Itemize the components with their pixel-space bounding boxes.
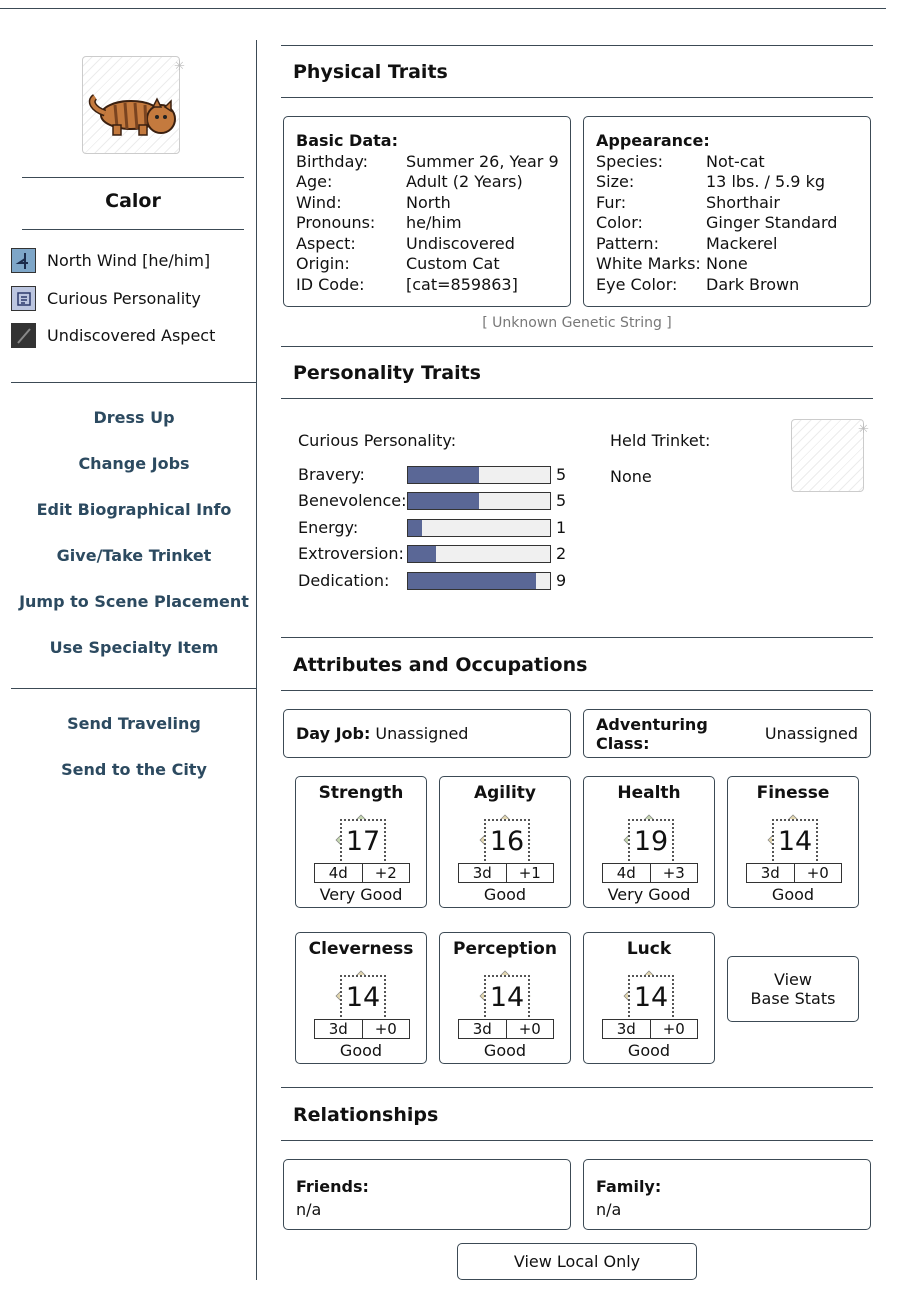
top-divider [0, 8, 886, 9]
appearance-row [596, 275, 870, 296]
trait-bar-fill [408, 573, 536, 589]
adventuring-class-value: Unassigned [764, 724, 858, 743]
appearance-heading: Appearance: [596, 131, 710, 150]
section-divider [281, 1087, 873, 1088]
stat-dice [746, 863, 842, 883]
personality-traits-title: Personality Traits [293, 362, 481, 384]
stat-name: Luck [626, 939, 672, 959]
stat-value: 14 [628, 975, 674, 1021]
basic-row [296, 172, 570, 193]
view-base-stats-line1: View [774, 970, 812, 989]
stat-card-finesse [727, 776, 859, 908]
stat-dice-count: 3d [747, 864, 795, 882]
stat-grade: Very Good [319, 885, 403, 904]
day-job-label: Day Job: [296, 724, 371, 743]
cat-sprite-image [83, 57, 181, 155]
send-to-city-link[interactable]: Send to the City [61, 760, 207, 779]
give-take-trinket-link[interactable]: Give/Take Trinket [56, 546, 212, 565]
trait-value: 1 [556, 518, 567, 537]
stat-name: Strength [318, 783, 404, 803]
trait-row [298, 465, 566, 484]
cat-portrait[interactable] [82, 56, 185, 154]
stat-grade: Good [339, 1041, 383, 1060]
section-divider [281, 346, 873, 347]
trait-label: Extroversion: [298, 544, 404, 563]
trait-label: Energy: [298, 518, 359, 537]
trait-bar-fill [408, 546, 436, 562]
stat-card-luck [583, 932, 715, 1064]
stat-value: 19 [628, 819, 674, 865]
change-jobs-link[interactable]: Change Jobs [78, 454, 190, 473]
trait-bar [407, 572, 551, 590]
trait-label: Benevolence: [298, 491, 407, 510]
appearance-row-value: None [706, 254, 748, 273]
wind-icon [11, 248, 36, 273]
section-divider [281, 45, 873, 46]
attributes-title: Attributes and Occupations [293, 654, 588, 676]
badge-personality [11, 286, 201, 311]
stat-value: 14 [340, 975, 386, 1021]
stat-card-perception [439, 932, 571, 1064]
appearance-row-value: Mackerel [706, 233, 778, 253]
stat-value: 14 [484, 975, 530, 1021]
use-specialty-item-link[interactable]: Use Specialty Item [49, 638, 219, 657]
appearance-row-key: Fur: [596, 192, 627, 212]
stat-grade: Very Good [607, 885, 691, 904]
trait-bar-fill [408, 467, 479, 483]
badge-personality-label: Curious Personality [47, 289, 201, 308]
section-divider [281, 690, 873, 691]
trinket-slot[interactable] [791, 419, 869, 492]
basic-row [296, 254, 570, 275]
trait-label: Bravery: [298, 465, 365, 484]
appearance-row [596, 152, 870, 173]
stat-value: 14 [772, 819, 818, 865]
view-base-stats-line2: Base Stats [750, 989, 836, 1008]
trait-bar [407, 519, 551, 537]
appearance-row-value: Not-cat [706, 151, 765, 171]
appearance-row [596, 172, 870, 193]
cat-name: Calor [105, 190, 161, 212]
send-traveling-link[interactable]: Send Traveling [67, 714, 201, 733]
basic-row [296, 193, 570, 214]
section-divider [281, 1140, 873, 1141]
stat-dice-count: 3d [603, 1020, 651, 1038]
stat-dice [314, 863, 410, 883]
appearance-row-value: Dark Brown [706, 274, 800, 294]
basic-row [296, 234, 570, 255]
sidebar-divider [256, 40, 257, 1280]
stat-name: Perception [453, 939, 557, 959]
trait-value: 5 [556, 465, 567, 484]
stat-value: 16 [484, 819, 530, 865]
stat-dice-count: 3d [459, 864, 507, 882]
basic-row-value: Adult (2 Years) [406, 172, 523, 191]
trait-value: 9 [556, 571, 567, 590]
personality-label: Curious Personality: [298, 431, 457, 450]
trait-bar-fill [408, 520, 422, 536]
held-trinket-value: None [610, 467, 652, 486]
basic-row-key: Birthday: [296, 151, 369, 171]
stat-card-agility [439, 776, 571, 908]
appearance-row-value: Shorthair [706, 192, 780, 212]
stat-dice [314, 1019, 410, 1039]
adventuring-class-box [583, 709, 871, 758]
stat-name: Agility [473, 783, 536, 803]
appearance-row-key: Size: [596, 172, 635, 191]
basic-data-box [283, 116, 571, 307]
aspect-icon [11, 323, 36, 348]
basic-row-value: North [406, 192, 451, 212]
appearance-row-key: White Marks: [596, 254, 701, 273]
badge-wind-label: North Wind [he/him] [47, 251, 211, 270]
stat-dice [458, 863, 554, 883]
trait-bar [407, 466, 551, 484]
stat-grade: Good [627, 1041, 671, 1060]
stat-value: 17 [340, 819, 386, 865]
divider [11, 382, 256, 383]
trait-bar-fill [408, 493, 479, 509]
stat-dice [602, 1019, 698, 1039]
dress-up-link[interactable]: Dress Up [93, 408, 175, 427]
day-job-value: Unassigned [375, 724, 469, 743]
basic-row-key: Age: [296, 172, 333, 191]
family-box [583, 1159, 871, 1230]
basic-row-key: Wind: [296, 192, 342, 212]
sparkle-icon: ✳ [174, 59, 185, 74]
jump-to-scene-link[interactable]: Jump to Scene Placement [19, 592, 249, 611]
section-divider [281, 637, 873, 638]
stat-grade: Good [771, 885, 815, 904]
stat-card-strength [295, 776, 427, 908]
basic-data-heading: Basic Data: [296, 131, 398, 150]
basic-row [296, 213, 570, 234]
stat-modifier: +3 [662, 864, 685, 882]
stat-name: Finesse [756, 783, 830, 803]
trait-label: Dedication: [298, 571, 390, 590]
stat-grade: Good [483, 1041, 527, 1060]
stat-card-cleverness [295, 932, 427, 1064]
stat-dice-count: 3d [459, 1020, 507, 1038]
appearance-row-key: Color: [596, 213, 643, 232]
basic-row-value: [cat=859863] [406, 274, 518, 294]
held-trinket-label: Held Trinket: [610, 431, 711, 450]
trait-bar [407, 545, 551, 563]
basic-row-key: Pronouns: [296, 213, 376, 232]
personality-icon [11, 286, 36, 311]
sparkle-icon: ✳ [858, 422, 869, 437]
stat-name: Health [617, 783, 681, 803]
divider [11, 688, 256, 689]
appearance-row [596, 213, 870, 234]
basic-row-key: Aspect: [296, 233, 356, 253]
stat-modifier: +0 [662, 1020, 685, 1038]
appearance-row-value: 13 lbs. / 5.9 kg [706, 172, 825, 191]
friends-box [283, 1159, 571, 1230]
stat-dice-count: 3d [315, 1020, 363, 1038]
basic-row [296, 152, 570, 173]
trait-value: 5 [556, 491, 567, 510]
stat-dice-count: 4d [603, 864, 651, 882]
stat-modifier: +0 [518, 1020, 541, 1038]
basic-row-value: Custom Cat [406, 254, 500, 273]
edit-bio-link[interactable]: Edit Biographical Info [36, 500, 232, 519]
stat-dice [602, 863, 698, 883]
appearance-row-value: Ginger Standard [706, 213, 838, 232]
stat-modifier: +2 [374, 864, 397, 882]
stat-card-health [583, 776, 715, 908]
appearance-row [596, 254, 870, 275]
stat-modifier: +0 [806, 864, 829, 882]
stat-name: Cleverness [308, 939, 414, 959]
badge-aspect [11, 323, 215, 348]
appearance-row-key: Pattern: [596, 233, 659, 253]
section-divider [281, 398, 873, 399]
divider [22, 177, 244, 178]
stat-modifier: +0 [374, 1020, 397, 1038]
stat-modifier: +1 [518, 864, 541, 882]
trait-row [298, 571, 566, 590]
trait-row [298, 544, 566, 563]
basic-row-value: Summer 26, Year 9 [406, 151, 559, 171]
trait-bar [407, 492, 551, 510]
trait-row [298, 491, 566, 510]
day-job-box [283, 709, 571, 758]
view-base-stats-button[interactable] [727, 956, 859, 1022]
trait-row [298, 518, 566, 537]
genetic-string: [ Unknown Genetic String ] [482, 315, 672, 331]
basic-row [296, 275, 570, 296]
physical-traits-title: Physical Traits [293, 61, 448, 83]
view-local-only-button[interactable]: View Local Only [457, 1243, 697, 1280]
appearance-box [583, 116, 871, 307]
appearance-row [596, 234, 870, 255]
basic-row-key: Origin: [296, 254, 350, 273]
basic-row-key: ID Code: [296, 274, 365, 294]
stat-dice-count: 4d [315, 864, 363, 882]
badge-aspect-label: Undiscovered Aspect [47, 326, 216, 345]
family-value: n/a [596, 1200, 622, 1219]
stat-grade: Good [483, 885, 527, 904]
section-divider [281, 97, 873, 98]
friends-label: Friends: [296, 1177, 369, 1196]
appearance-row-key: Species: [596, 151, 663, 171]
trait-value: 2 [556, 544, 567, 563]
adventuring-class-label: Adventuring Class: [596, 714, 708, 753]
badge-wind [11, 248, 210, 273]
basic-row-value: Undiscovered [406, 233, 515, 253]
stat-dice [458, 1019, 554, 1039]
divider [22, 229, 244, 230]
basic-row-value: he/him [406, 213, 462, 232]
appearance-row [596, 193, 870, 214]
family-label: Family: [596, 1177, 662, 1196]
relationships-title: Relationships [293, 1104, 439, 1126]
appearance-row-key: Eye Color: [596, 274, 678, 294]
friends-value: n/a [296, 1200, 322, 1219]
